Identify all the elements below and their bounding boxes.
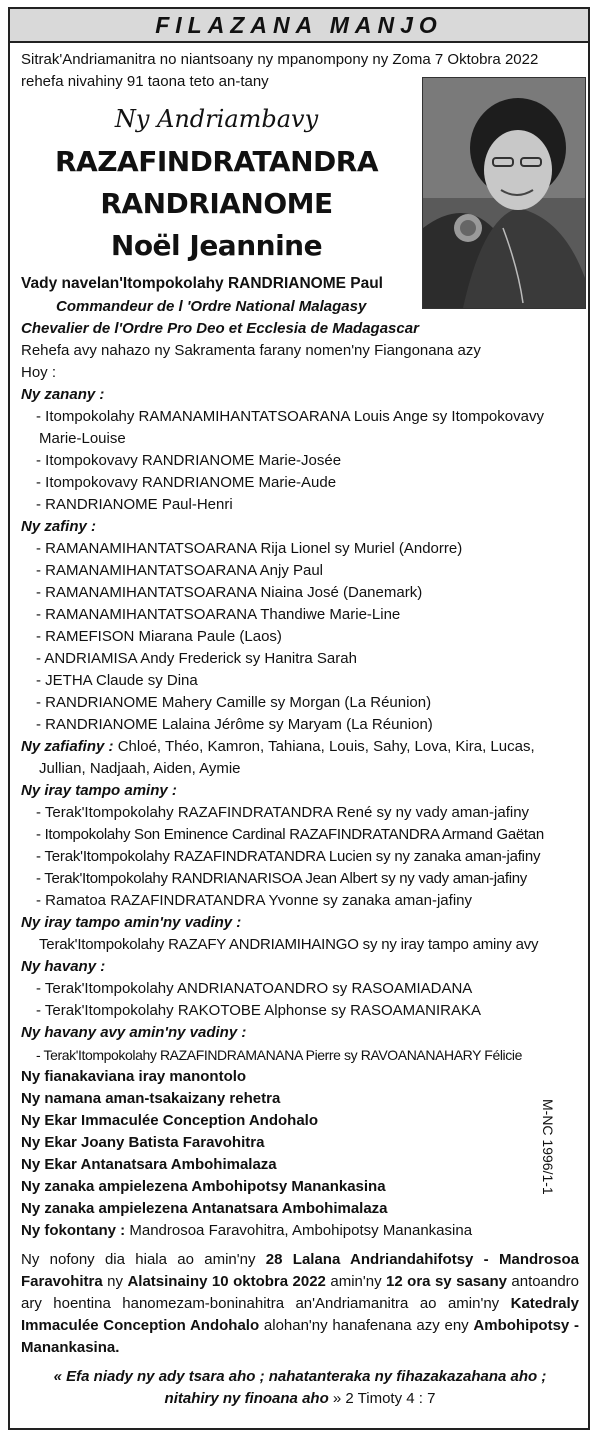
list-item: - Itompokolahy Son Eminence Cardinal RAZAFINDRATANDRA Armand Gaëtan — [36, 826, 544, 843]
funeral-text: amin'ny — [325, 1273, 387, 1290]
bible-quote-text: nitahiry ny finoana aho — [164, 1390, 329, 1407]
reference-code: M-NC 1996/1-1 — [540, 1099, 556, 1195]
list-item: Marie-Louise — [39, 430, 126, 447]
intro-line-2: rehefa nivahiny 91 taona teto an-tany — [21, 73, 269, 90]
fokontany-value: Mandrosoa Faravohitra, Ambohipotsy Manankasina — [125, 1222, 473, 1239]
honorific: Ny Andriambavy — [114, 105, 319, 133]
list-item: - Terak'Itompokolahy RAKOTOBE Alphonse sy RASOAMANIRAKA — [36, 1002, 481, 1019]
list-item: - Itompokovavy RANDRIANOME Marie-Josée — [36, 452, 342, 469]
honor-title-2: Chevalier de l'Ordre Pro Deo et Ecclesia de Madagascar — [21, 320, 419, 337]
portrait-image — [423, 78, 585, 308]
list-item: - Ramatoa RAZAFINDRATANDRA Yvonne sy zanaka aman-jafiny — [36, 892, 472, 909]
fokontany-label: Ny fokontany : — [21, 1222, 126, 1239]
list-item: - ANDRIAMISA Andy Frederick sy Hanitra Sarah — [36, 650, 357, 667]
funeral-text: Ny nofony dia hiala ao amin'ny — [21, 1251, 266, 1268]
deceased-name-3: Noël Jeannine — [110, 229, 323, 262]
funeral-text: ny — [102, 1273, 128, 1290]
list-item: - Terak'Itompokolahy RANDRIANARISOA Jean Albert sy ny vady aman-jafiny — [36, 870, 527, 887]
list-item: - RAMANAMIHANTATSOARANA Rija Lionel sy Muriel (Andorre) — [36, 540, 463, 557]
funeral-address: 28 Lalana Andriandahifotsy - Mandrosoa Faravohitra — [21, 1251, 579, 1290]
list-item: - Terak'Itompokolahy RAZAFINDRAMANANA Pierre sy RAVOANANAHARY Félicie — [36, 1047, 522, 1063]
funeral-text: alohan'ny hanafenana azy eny — [259, 1317, 474, 1334]
section-heading-havany-vady: Ny havany avy amin'ny vadiny : — [21, 1024, 247, 1041]
list-item: - Terak'Itompokolahy RAZAFINDRATANDRA Lucien sy ny zanaka aman-jafiny — [36, 848, 541, 865]
zafiafiny-names-2: Jullian, Nadjaah, Aiden, Aymie — [39, 760, 241, 777]
sacrament-line: Rehefa avy nahazo ny Sakramenta farany nomen'ny Fiangonana azy — [21, 342, 481, 359]
mourner-line: Ny Ekar Immaculée Conception Andohalo — [21, 1112, 319, 1129]
deceased-name-1: RAZAFINDRATANDRA — [55, 145, 378, 178]
section-heading-zanany: Ny zanany : — [21, 386, 105, 403]
mourner-line: Ny zanaka ampielezena Ambohipotsy Manankasina — [21, 1178, 386, 1195]
list-item: - JETHA Claude sy Dina — [36, 672, 198, 689]
list-item: Terak'Itompokolahy RAZAFY ANDRIAMIHAINGO sy ny iray tampo aminy avy — [39, 936, 539, 953]
list-item: - Terak'Itompokolahy ANDRIANATOANDRO sy RASOAMIADANA — [36, 980, 473, 997]
funeral-church: Katedraly Immaculée Conception Andohalo — [21, 1295, 579, 1334]
funeral-place: Ambohipotsy - Manankasina. — [21, 1317, 579, 1356]
list-item: - RANDRIANOME Lalaina Jérôme sy Maryam (La Réunion) — [36, 716, 433, 733]
list-item: - Itompokolahy RAMANAMIHANTATSOARANA Louis Ange sy Itompokovavy — [36, 408, 544, 425]
section-heading-iray-tampo-vady: Ny iray tampo amin'ny vadiny : — [21, 914, 242, 931]
fokontany-line — [21, 1220, 472, 1242]
mourner-line: Ny Ekar Antanatsara Ambohimalaza — [21, 1156, 277, 1173]
notice-frame — [8, 7, 590, 1430]
mourner-line: Ny Ekar Joany Batista Faravohitra — [21, 1134, 265, 1151]
list-item: - RANDRIANOME Paul-Henri — [36, 496, 233, 513]
section-heading-iray-tampo: Ny iray tampo aminy : — [21, 782, 177, 799]
portrait-photo — [422, 77, 586, 309]
list-item: - Itompokovavy RANDRIANOME Marie-Aude — [36, 474, 337, 491]
section-heading-havany: Ny havany : — [21, 958, 106, 975]
honor-title-1: Commandeur de l 'Ordre National Malagasy — [56, 298, 367, 315]
intro-line-1: Sitrak'Andriamanitra no niantsoany ny mpanompony ny Zoma 7 Oktobra 2022 — [21, 51, 539, 68]
list-item: - RAMANAMIHANTATSOARANA Thandiwe Marie-Line — [36, 606, 401, 623]
zafiafiny-line-1 — [21, 736, 535, 758]
bible-quote-line-1: « Efa niady ny ady tsara aho ; nahatanteraka ny fihazakazahana aho ; — [53, 1368, 547, 1385]
deceased-name-2: RANDRIANOME — [100, 187, 333, 220]
funeral-date: Alatsinainy 10 oktobra 2022 — [127, 1273, 326, 1290]
notice-title: FILAZANA MANJO — [10, 9, 588, 43]
list-item: - RAMANAMIHANTATSOARANA Anjy Paul — [36, 562, 324, 579]
hoy-line: Hoy : — [21, 364, 57, 381]
mourner-line: Ny namana aman-tsakaizany rehetra — [21, 1090, 281, 1107]
spouse-line: Vady navelan'Itompokolahy RANDRIANOME Paul — [21, 275, 383, 292]
bible-quote-line-2 — [21, 1388, 579, 1410]
funeral-paragraph — [21, 1249, 579, 1359]
section-heading-zafiafiny: Ny zafiafiny : — [21, 738, 114, 755]
funeral-time: 12 ora sy sasany — [386, 1273, 507, 1290]
list-item: - RANDRIANOME Mahery Camille sy Morgan (La Réunion) — [36, 694, 432, 711]
section-heading-zafiny: Ny zafiny : — [21, 518, 97, 535]
funeral-text: antoandro ary hoentina hanomezam-boninahitra an'Andriamanitra ao amin'ny — [21, 1273, 579, 1312]
list-item: - RAMANAMIHANTATSOARANA Niaina José (Danemark) — [36, 584, 423, 601]
mourner-line: Ny fianakaviana iray manontolo — [21, 1068, 247, 1085]
zafiafiny-names-1: Chloé, Théo, Kamron, Tahiana, Louis, Sahy, Lova, Kira, Lucas, — [117, 738, 535, 755]
bible-reference: » 2 Timoty 4 : 7 — [328, 1390, 436, 1407]
mourner-line: Ny zanaka ampielezena Antanatsara Ambohimalaza — [21, 1200, 388, 1217]
list-item: - Terak'Itompokolahy RAZAFINDRATANDRA René sy ny vady aman-jafiny — [36, 804, 530, 821]
list-item: - RAMEFISON Miarana Paule (Laos) — [36, 628, 282, 645]
